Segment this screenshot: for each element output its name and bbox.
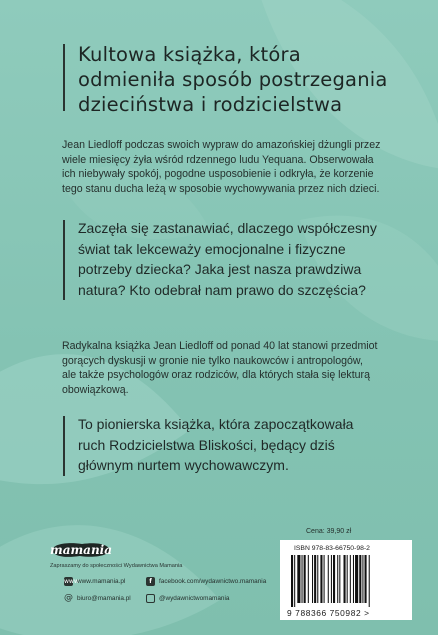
quote-line: natura? Kto odebrał nam prawo do szczęścia? [78, 281, 366, 298]
publisher-email[interactable]: biuro@mamania.pl [77, 595, 131, 602]
quote-block-pioneer [78, 414, 353, 476]
publisher-facebook[interactable]: facebook.com/wydawnictwo.mamania [159, 578, 267, 585]
barcode-bar [291, 555, 293, 607]
barcode-bar [294, 555, 295, 607]
barcode-bar [320, 555, 322, 603]
paragraph-line: tego stanu ducha leżą w sposobie wychowywania przez nich dzieci. [62, 182, 380, 195]
barcode-stripes [287, 555, 407, 607]
paragraph-line: wiele miesięcy żyła wśród rdzennego ludu Yequana. Obserwowała [62, 153, 374, 166]
headline-accent-bar [63, 44, 65, 111]
intro-paragraph [62, 138, 380, 196]
headline-line: dzieciństwa i rodzicielstwa [78, 93, 343, 116]
quote-line: Zaczęła się zastanawiać, dlaczego współczesny [78, 220, 377, 236]
barcode-bar [350, 555, 351, 603]
barcode-number: 9 788366 750982 > [287, 608, 370, 618]
publisher-logo [50, 541, 112, 559]
barcode-bar [304, 555, 306, 603]
quote-line: potrzeby dziecka? Jaka jest nasza prawdziwa [78, 261, 362, 277]
headline [78, 42, 418, 117]
paragraph-line: Radykalna książka Jean Liedloff od ponad 40 lat stanowi przedmiot [62, 340, 378, 352]
paragraph-line: gorących dyskusji w gronie nie tylko naukowców i antropologów, [62, 354, 363, 367]
barcode-bar [324, 555, 325, 603]
publisher-tagline: Zapraszamy do społeczności Wydawnictwa Mamania [50, 563, 183, 569]
headline-line: odmieniła sposób postrzegania [78, 68, 388, 91]
barcode-bar [339, 555, 340, 603]
middle-paragraph [62, 339, 377, 397]
quote-line: ruch Rodzicielstwa Bliskości, będący dziś [78, 436, 335, 453]
logo-text: mamania [50, 543, 113, 557]
isbn-label: ISBN 978-83-66750-98-2 [294, 545, 370, 552]
publisher-instagram[interactable]: @wydawnictwomamania [159, 595, 230, 602]
barcode-bar [317, 555, 318, 603]
publisher-website[interactable]: www.mamania.pl [77, 578, 126, 585]
headline-line: Kultowa książka, która [78, 43, 301, 66]
barcode-bar [312, 555, 313, 603]
barcode-bar [369, 555, 370, 607]
barcode-bar [328, 555, 329, 603]
email-icon: @ [64, 593, 73, 603]
barcode-bar [302, 555, 303, 603]
price-label: Cena: 39,90 zł [306, 528, 352, 535]
quote-line: świat tak lekceważy emocjonalne i fizyczne [78, 240, 346, 257]
instagram-icon [146, 594, 155, 603]
barcode-bar [353, 555, 354, 603]
barcode-bar [308, 555, 309, 603]
paragraph-line: Jean Liedloff podczas swoich wypraw do amazońskiej dżungli przez [62, 139, 381, 151]
barcode-bar [362, 555, 363, 603]
website-icon: www [64, 578, 79, 585]
facebook-icon: f [146, 577, 155, 586]
barcode-bar [333, 555, 335, 603]
quote-accent-bar [63, 416, 65, 476]
barcode-bar [359, 555, 361, 603]
quote-block-questions [78, 218, 377, 300]
quote-line: To pionierska książka, która zapoczątkowała [78, 416, 354, 432]
paragraph-line: ich niebywały spokój, pogodne usposobienie i odkryła, że korzenie [62, 168, 374, 181]
quote-accent-bar [63, 220, 65, 300]
barcode-bar [331, 555, 332, 603]
barcode-bar [365, 555, 367, 603]
barcode-bar [344, 555, 346, 603]
barcode-bar [297, 555, 300, 603]
paragraph-line: obowiązkową. [62, 383, 129, 396]
paragraph-line: ale także psychologów oraz rodziców, dla których stała się lekturą [62, 369, 370, 382]
barcode-bar [314, 555, 316, 603]
quote-line: głównym nurtem wychowawczym. [78, 457, 289, 473]
barcode-bar [347, 555, 348, 603]
barcode-bar [337, 555, 338, 603]
barcode-bar [355, 555, 358, 603]
